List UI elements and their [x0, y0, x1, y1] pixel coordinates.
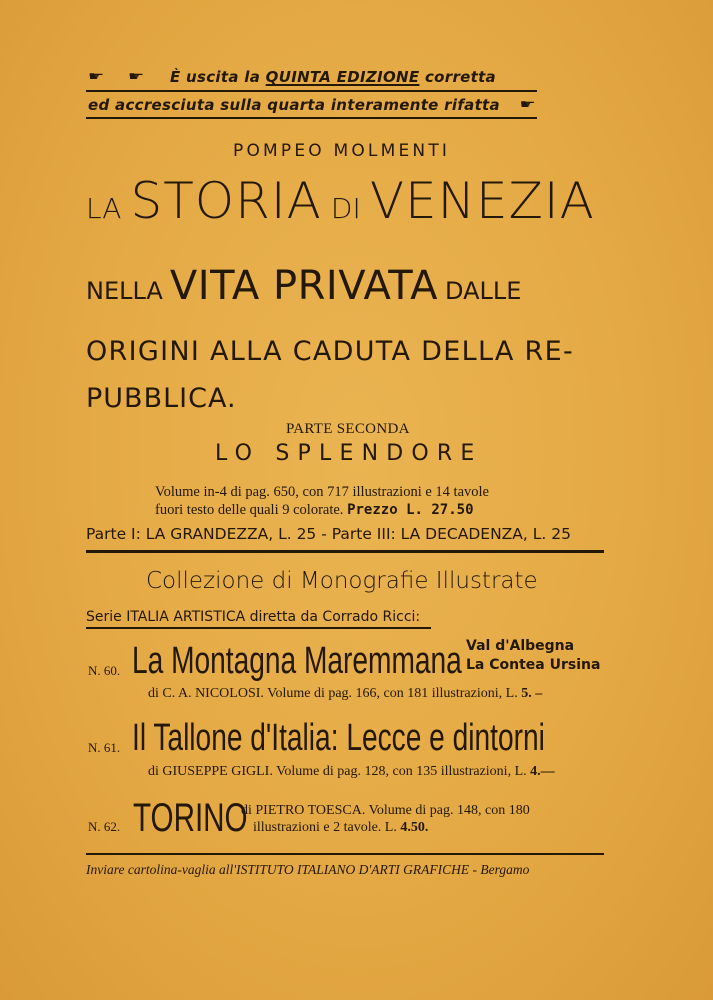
item-info: di PIETRO TOESCA. Volume di pag. 148, con 180 — [241, 803, 530, 818]
title-vita-privata: VITA PRIVATA — [169, 263, 438, 309]
item-subtitle-2: La Contea Ursina — [466, 657, 601, 673]
item-info-text: di C. A. NICOLOSI. Volume di pag. 166, con 181 illustrazioni, L. — [148, 686, 522, 701]
volume-details-text: fuori testo delle quali 9 colorate. — [155, 502, 348, 518]
footer-ordering-note: Inviare cartolina-vaglia all'ISTITUTO ITALIANO D'ARTI GRAFICHE - Bergamo — [86, 862, 530, 877]
volume-price: Prezzo L. 27.50 — [347, 502, 474, 518]
title-word-nella: NELLA — [86, 277, 163, 305]
volume-details-line1: Volume in-4 di pag. 650, con 717 illustrazioni e 14 tavole — [155, 484, 489, 500]
collection-heading: Collezione di Monografie Illustrate — [146, 568, 538, 594]
book-title-line2 — [86, 263, 521, 309]
edition-notice-line2 — [88, 94, 536, 115]
series-underline — [86, 627, 431, 629]
book-title-line3: ORIGINI ALLA CADUTA DELLA RE- — [86, 336, 575, 367]
edition-emphasis: QUINTA EDIZIONE — [265, 68, 420, 86]
title-word-venezia: VENEZIA — [369, 172, 595, 230]
pointing-hand-icon: ☛ — [519, 97, 536, 112]
item-price: 4.— — [530, 764, 555, 779]
item-info-line2 — [253, 820, 428, 836]
footer-rule — [86, 853, 604, 855]
section-divider — [86, 550, 604, 553]
book-title-line4: PUBBLICA. — [86, 383, 237, 414]
item-title: Il Tallone d'Italia: Lecce e dintorni — [132, 717, 545, 759]
title-word-dalle: DALLE — [445, 277, 522, 305]
item-info-text: illustrazioni e 2 tavole. L. — [253, 820, 401, 835]
notice-rule-top — [86, 90, 537, 92]
other-parts: Parte I: LA GRANDEZZA, L. 25 - Parte III: LA DECADENZA, L. 25 — [86, 525, 571, 543]
notice-line1-prefix: È uscita la — [169, 68, 266, 86]
item-title: La Montagna Maremmana — [132, 640, 462, 682]
item-subtitle-1: Val d'Albegna — [466, 638, 575, 654]
author-name: POMPEO MOLMENTI — [233, 141, 451, 161]
pointing-hand-icon: ☛ — [88, 69, 105, 84]
edition-notice-line1 — [88, 66, 496, 87]
item-price: 4.50. — [400, 820, 429, 835]
part-label: PARTE SECONDA — [286, 421, 410, 437]
item-info — [148, 764, 555, 780]
notice-line2-text: ed accresciuta sulla quarta interamente rifatta — [88, 96, 500, 114]
title-word-la: LA — [86, 192, 122, 225]
notice-line1-suffix: corretta — [419, 68, 496, 86]
title-word-di: DI — [330, 192, 361, 225]
part-name: LO SPLENDORE — [215, 441, 483, 466]
item-price: 5. – — [521, 686, 543, 701]
item-number: N. 60. — [88, 663, 121, 678]
volume-details-line2 — [155, 502, 474, 519]
series-line: Serie ITALIA ARTISTICA diretta da Corrado Ricci: — [86, 609, 421, 625]
pointing-hand-icon: ☛ — [127, 69, 145, 84]
item-number: N. 61. — [88, 740, 121, 755]
notice-rule-bottom — [86, 117, 537, 119]
book-title-line1 — [86, 172, 595, 230]
item-info-text: di GIUSEPPE GIGLI. Volume di pag. 128, con 135 illustrazioni, L. — [148, 764, 531, 779]
item-number: N. 62. — [88, 819, 121, 834]
item-info — [148, 686, 542, 702]
item-title: TORINO — [133, 796, 248, 840]
title-word-storia: STORIA — [130, 172, 322, 230]
